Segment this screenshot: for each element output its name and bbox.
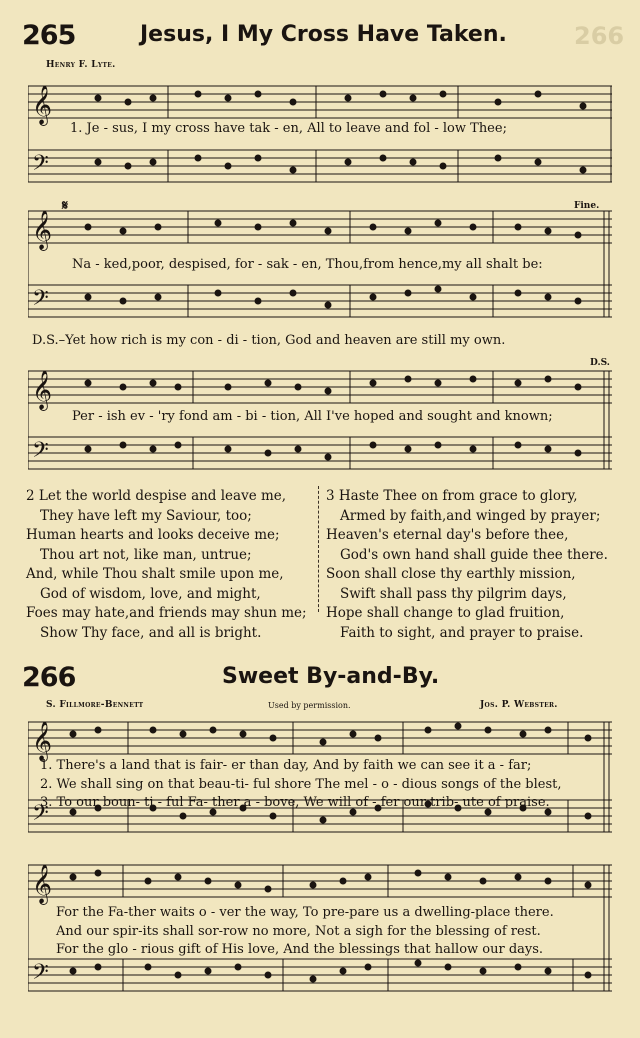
- verse-line: For the Fa-ther waits o - ver the way, To pre-pare us a dwelling-place there.: [56, 905, 554, 920]
- verse-3-line: Heaven's eternal day's before thee,: [326, 527, 569, 543]
- verse-3-line: Soon shall close thy earthly mission,: [326, 566, 576, 582]
- hymn-265-number: 265: [22, 20, 76, 51]
- hymn-266-verses-part-1: [40, 757, 561, 813]
- svg-text:𝄢: 𝄢: [32, 801, 49, 831]
- hymn-265-lyric-line-1: 1. Je - sus, I my cross have tak - en, All to leave and fol - low Thee;: [70, 121, 507, 136]
- verse-line: 1. There's a land that is fair- er than day, And by faith we can see it a - far;: [40, 758, 532, 773]
- verse-3-line: 3 Haste Thee on from grace to glory,: [326, 488, 578, 504]
- hymn-265-verse-2: [26, 487, 307, 643]
- verse-2-line: Show Thy face, and all is bright.: [40, 624, 262, 641]
- hymn-266-verses-part-2: [56, 904, 554, 960]
- verse-3-line: Faith to sight, and prayer to praise.: [340, 624, 584, 641]
- verse-2-line: Human hearts and looks deceive me;: [26, 527, 280, 543]
- verse-divider: [318, 486, 319, 612]
- ds-marker: D.S.: [590, 358, 610, 368]
- verse-2-line: God of wisdom, love, and might,: [40, 585, 261, 602]
- svg-text:𝄢: 𝄢: [32, 286, 49, 316]
- hymn-266-title: Sweet By-and-By.: [222, 664, 440, 689]
- svg-text:𝄢: 𝄢: [32, 438, 49, 468]
- hymn-266-author: S. Fillmore-Bennett: [46, 700, 144, 710]
- verse-2-line: 2 Let the world despise and leave me,: [26, 488, 287, 504]
- fine-marker: Fine.: [574, 201, 600, 211]
- verse-2-line: And, while Thou shalt smile upon me,: [26, 566, 284, 582]
- svg-text:𝄢: 𝄢: [32, 151, 49, 181]
- hymn-265-lyric-ds-line: D.S.–Yet how rich is my con - di - tion, God and heaven are still my own.: [32, 333, 506, 348]
- segno-sign: 𝄋: [62, 198, 69, 214]
- svg-text:𝄢: 𝄢: [32, 960, 49, 990]
- hymn-265-lyric-line-2: Na - ked,poor, despised, for - sak - en, Thou,from hence,my all shalt be:: [72, 257, 543, 272]
- verse-2-line: Foes may hate,and friends may shun me;: [26, 605, 307, 621]
- verse-line: For the glo - rious gift of His love, And the blessings that hallow our days.: [56, 942, 544, 957]
- hymn-265-title: Jesus, I My Cross Have Taken.: [140, 22, 507, 47]
- verse-line: 3. To our boun- ti - ful Fa- ther a - bove, We will of - fer our trib- ute of praise.: [40, 795, 550, 810]
- hymn-265-verse-3: [326, 487, 608, 643]
- verse-3-line: Armed by faith,and winged by prayer;: [340, 507, 601, 524]
- hymn-266-composer: Jos. P. Webster.: [480, 700, 558, 710]
- verse-2-line: They have left my Saviour, too;: [40, 507, 252, 524]
- verse-3-line: Hope shall change to glad fruition,: [326, 605, 565, 621]
- svg-text:𝄞: 𝄞: [32, 85, 53, 125]
- svg-text:𝄞: 𝄞: [32, 864, 53, 904]
- verse-line: 2. We shall sing on that beau-ti- ful shore The mel - o - dious songs of the blest,: [40, 776, 562, 792]
- hymn-266-number: 266: [22, 662, 76, 693]
- verse-line: And our spir-its shall sor-row no more, Not a sigh for the blessing of rest.: [56, 923, 541, 939]
- hymn-266-permission: Used by permission.: [268, 701, 351, 710]
- verse-2-line: Thou art not, like man, untrue;: [40, 546, 252, 563]
- hymn-265-lyric-line-4: Per - ish ev - 'ry fond am - bi - tion, All I've hoped and sought and known;: [72, 409, 553, 424]
- svg-text:𝄞: 𝄞: [32, 721, 53, 761]
- hymn-265-author: Henry F. Lyte.: [46, 60, 116, 70]
- verse-3-line: Swift shall pass thy pilgrim days,: [340, 585, 567, 602]
- verse-3-line: God's own hand shall guide thee there.: [340, 546, 608, 563]
- show-through-number: 266: [574, 22, 625, 50]
- svg-text:𝄞: 𝄞: [32, 370, 53, 410]
- svg-text:𝄞: 𝄞: [32, 210, 53, 250]
